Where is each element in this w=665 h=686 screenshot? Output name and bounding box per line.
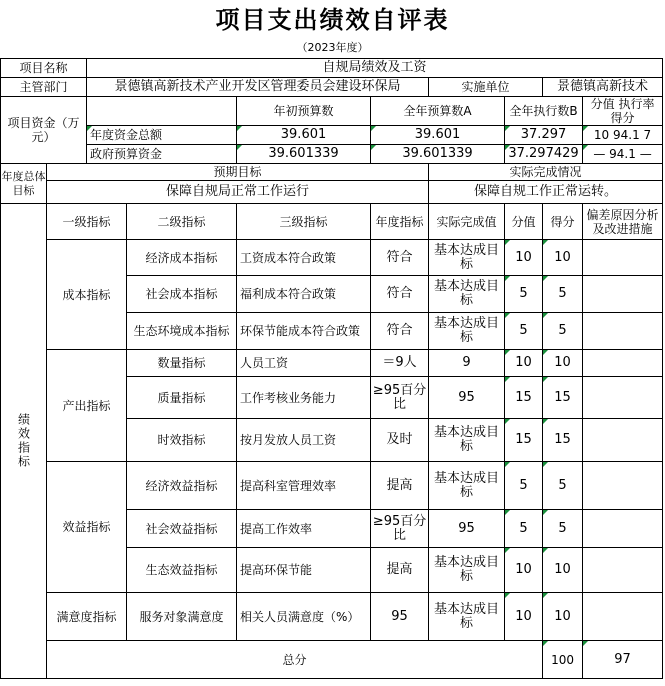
header-l3: 三级指标 xyxy=(237,204,371,240)
annual-goal-label: 年度总体目标 xyxy=(1,164,47,204)
score-cell: 15 xyxy=(543,419,583,462)
impl-unit-value: 景德镇高新技术 xyxy=(543,78,663,97)
actual-cell: 95 xyxy=(429,377,505,419)
reason-cell xyxy=(583,313,663,350)
score-cell: 10 xyxy=(543,240,583,276)
actual-result-text: 保障自规工作正常运转。 xyxy=(429,181,663,204)
l1-benefit: 效益指标 xyxy=(47,462,127,593)
funds-header-blank xyxy=(87,97,237,126)
actual-cell: 基本达成目标 xyxy=(429,276,505,313)
reason-cell xyxy=(583,462,663,510)
reason-cell xyxy=(583,276,663,313)
score-val-cell: 10 xyxy=(505,548,543,593)
l3-cell: 提高工作效率 xyxy=(237,510,371,548)
funds-header-scoring xyxy=(583,97,663,126)
l2-cell: 时效指标 xyxy=(127,419,237,462)
score-val-cell: 15 xyxy=(505,419,543,462)
funds-gov-executed: 37.297429 xyxy=(505,145,583,164)
expected-goal-text: 保障自规局正常工作运行 xyxy=(47,181,429,204)
total-label: 总分 xyxy=(47,641,543,679)
l2-cell: 服务对象满意度 xyxy=(127,593,237,641)
score-val-cell: 5 xyxy=(505,276,543,313)
l1-output: 产出指标 xyxy=(47,350,127,462)
funds-header-annual: 全年预算数A xyxy=(371,97,505,126)
page-title: 项目支出绩效自评表 xyxy=(215,5,450,34)
header-reason: 偏差原因分析及改进措施 xyxy=(583,204,663,240)
reason-cell xyxy=(583,510,663,548)
funds-total-scoring xyxy=(583,126,663,145)
score-cell: 10 xyxy=(543,548,583,593)
score-cell: 10 xyxy=(543,593,583,641)
target-cell: 符合 xyxy=(371,276,429,313)
l2-cell: 生态环境成本指标 xyxy=(127,313,237,350)
reason-cell xyxy=(583,240,663,276)
funds-total-label: 年度资金总额 xyxy=(87,126,237,145)
total-score-val: 100 xyxy=(543,641,583,679)
actual-cell: 基本达成目标 xyxy=(429,593,505,641)
impl-unit-label: 实施单位 xyxy=(429,78,543,97)
reason-cell xyxy=(583,377,663,419)
score-val-cell: 15 xyxy=(505,377,543,419)
target-cell: ≥95百分比 xyxy=(371,510,429,548)
reason-cell xyxy=(583,350,663,377)
target-cell: ＝9人 xyxy=(371,350,429,377)
funds-header-score-val: 分值 xyxy=(590,97,615,111)
score-cell: 5 xyxy=(543,462,583,510)
l3-cell: 环保节能成本符合政策 xyxy=(237,313,371,350)
funds-gov-rate: 94.1 xyxy=(609,147,636,161)
actual-cell: 基本达成目标 xyxy=(429,548,505,593)
funds-gov-scoring xyxy=(583,145,663,164)
funds-total-score-val: 10 xyxy=(593,128,610,142)
actual-cell: 9 xyxy=(429,350,505,377)
reason-cell xyxy=(583,548,663,593)
l3-cell: 提高环保节能 xyxy=(237,548,371,593)
l3-cell: 提高科室管理效率 xyxy=(237,462,371,510)
header-actual: 实际完成值 xyxy=(429,204,505,240)
funds-header-rate: 执行率 xyxy=(618,97,655,111)
funds-header-score: 得分 xyxy=(610,111,635,125)
header-score: 得分 xyxy=(543,204,583,240)
l2-cell: 数量指标 xyxy=(127,350,237,377)
target-cell: 提高 xyxy=(371,462,429,510)
header-score-val: 分值 xyxy=(505,204,543,240)
funds-total-executed: 37.297 xyxy=(505,126,583,145)
actual-cell: 基本达成目标 xyxy=(429,419,505,462)
l3-cell: 人员工资 xyxy=(237,350,371,377)
funds-gov-score: — xyxy=(639,147,652,161)
l2-cell: 社会成本指标 xyxy=(127,276,237,313)
funds-header-initial: 年初预算数 xyxy=(237,97,371,126)
l1-satisfaction: 满意度指标 xyxy=(47,593,127,641)
funds-label: 项目资金（万元） xyxy=(1,97,87,164)
l1-cost: 成本指标 xyxy=(47,240,127,350)
score-val-cell: 10 xyxy=(505,593,543,641)
dept-label: 主管部门 xyxy=(1,78,87,97)
total-score: 97 xyxy=(583,641,663,679)
l2-cell: 经济效益指标 xyxy=(127,462,237,510)
score-cell: 5 xyxy=(543,276,583,313)
reason-cell xyxy=(583,419,663,462)
score-val-cell: 5 xyxy=(505,462,543,510)
score-val-cell: 10 xyxy=(505,350,543,377)
reason-cell xyxy=(583,593,663,641)
actual-cell: 基本达成目标 xyxy=(429,313,505,350)
l3-cell: 工作考核业务能力 xyxy=(237,377,371,419)
funds-total-annual: 39.601 xyxy=(371,126,505,145)
l3-cell: 按月发放人员工资 xyxy=(237,419,371,462)
perf-indicators-label: 绩效指标 xyxy=(1,204,47,679)
project-name-value: 自规局绩效及工资 xyxy=(87,59,663,78)
l2-cell: 经济成本指标 xyxy=(127,240,237,276)
dept-value: 景德镇高新技术产业开发区管理委员会建设环保局 xyxy=(87,78,429,97)
funds-total-score: 7 xyxy=(643,128,652,142)
score-val-cell: 5 xyxy=(505,510,543,548)
score-val-cell: 5 xyxy=(505,313,543,350)
score-cell: 10 xyxy=(543,350,583,377)
score-cell: 15 xyxy=(543,377,583,419)
header-target: 年度指标 xyxy=(371,204,429,240)
l3-cell: 福利成本符合政策 xyxy=(237,276,371,313)
funds-gov-score-val: — xyxy=(593,147,606,161)
actual-result-header: 实际完成情况 xyxy=(429,164,663,181)
target-cell: 符合 xyxy=(371,240,429,276)
funds-total-initial: 39.601 xyxy=(237,126,371,145)
l3-cell: 相关人员满意度（%） xyxy=(237,593,371,641)
target-cell: 符合 xyxy=(371,313,429,350)
expected-goal-header: 预期目标 xyxy=(47,164,429,181)
l2-cell: 社会效益指标 xyxy=(127,510,237,548)
actual-cell: 95 xyxy=(429,510,505,548)
actual-cell: 基本达成目标 xyxy=(429,240,505,276)
target-cell: 提高 xyxy=(371,548,429,593)
funds-gov-initial: 39.601339 xyxy=(237,145,371,164)
header-l1: 一级指标 xyxy=(47,204,127,240)
target-cell: 95 xyxy=(371,593,429,641)
l3-cell: 工资成本符合政策 xyxy=(237,240,371,276)
l2-cell: 生态效益指标 xyxy=(127,548,237,593)
target-cell: 及时 xyxy=(371,419,429,462)
score-cell: 5 xyxy=(543,510,583,548)
year-label: （2023年度） xyxy=(296,41,369,54)
target-cell: ≥95百分比 xyxy=(371,377,429,419)
header-l2: 二级指标 xyxy=(127,204,237,240)
l2-cell: 质量指标 xyxy=(127,377,237,419)
score-val-cell: 10 xyxy=(505,240,543,276)
actual-cell: 基本达成目标 xyxy=(429,462,505,510)
funds-header-executed: 全年执行数B xyxy=(505,97,583,126)
funds-gov-annual: 39.601339 xyxy=(371,145,505,164)
funds-total-rate: 94.1 xyxy=(612,128,640,142)
funds-gov-label: 政府预算资金 xyxy=(87,145,237,164)
score-cell: 5 xyxy=(543,313,583,350)
evaluation-table xyxy=(0,58,663,679)
project-name-label: 项目名称 xyxy=(1,59,87,78)
